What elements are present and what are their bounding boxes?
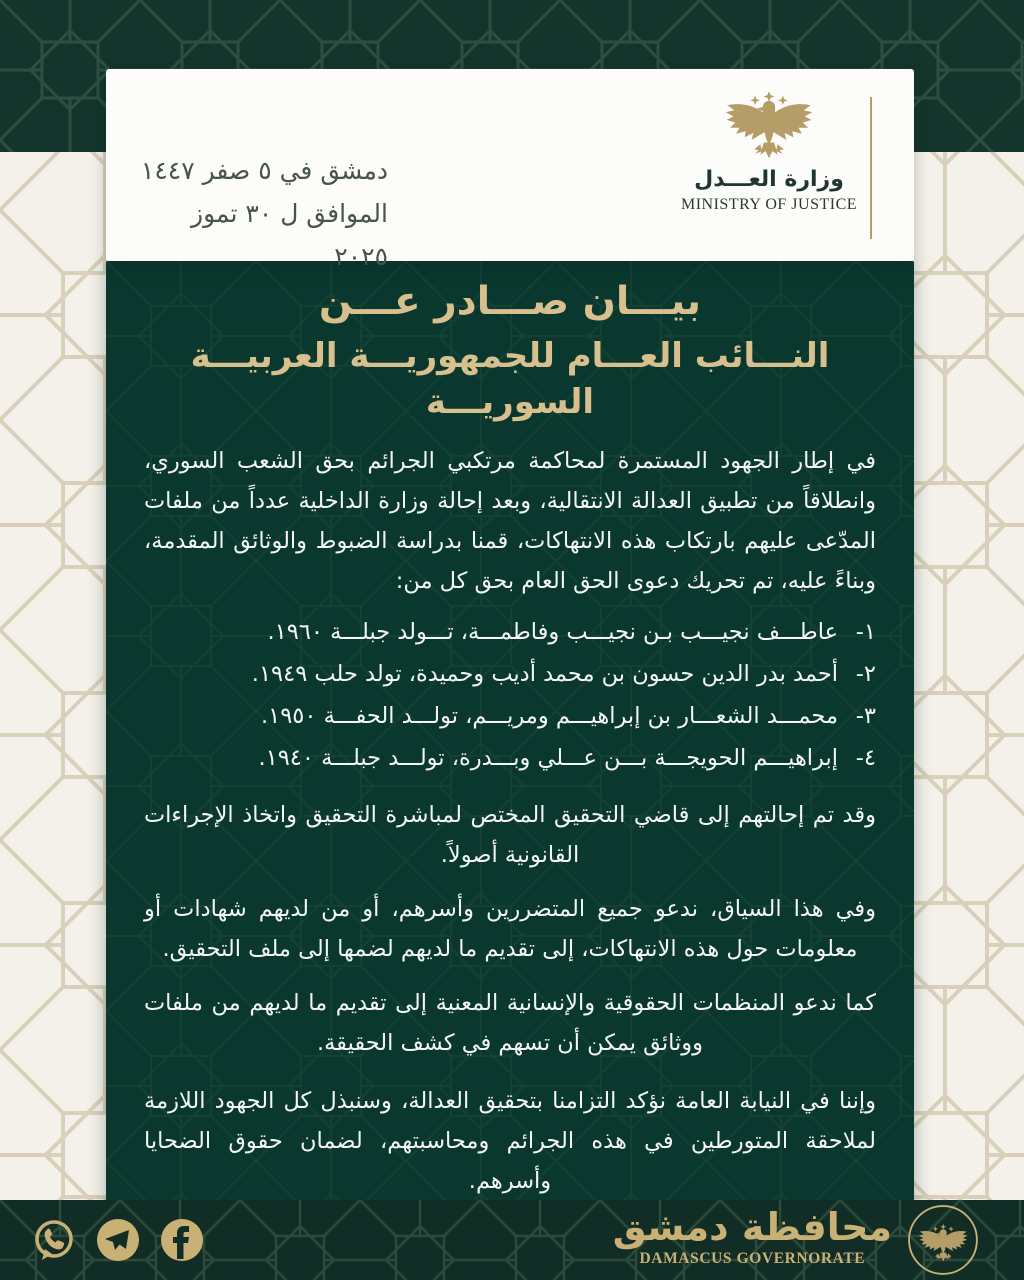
gregorian-date: الموافق ل ٣٠ تموز ٢٠٢٥ [191,199,388,271]
statement-paragraph-5: وإننا في النيابة العامة نؤكد التزامنا بتحقيق العدالة، وسنبذل كل الجهود اللازمة لملاحقة المتورطين في هذه الجرائم ومحاسبتهم، لضمان حقوق الضحايا وأسرهم. [144,1088,876,1194]
statement-card [106,261,914,1213]
list-item [144,737,876,779]
hijri-date: دمشق في ٥ صفر ١٤٤٧ [140,156,388,185]
statement-title-line1: بيـــان صـــادر عـــن [318,279,702,324]
list-number: ١- [855,619,876,645]
governorate-name-english: DAMASCUS GOVERNORATE [639,1250,866,1267]
defendant-name: أحمد بدر الدين حسون بن محمد أديب وحميدة، تولد حلب ١٩٤٩. [251,661,838,687]
statement-title-line2: النـــائب العـــام للجمهوريـــة العربيـــة السوريـــة [190,336,830,422]
list-item [144,653,876,695]
eagle-icon [717,87,821,165]
date-block [138,149,388,278]
ministry-name-arabic: وزارة العـــدل [694,167,844,192]
statement-paragraph-4: كما ندعو المنظمات الحقوقية والإنسانية المعنية إلى تقديم ما لديهم من ملفات ووثائق يمكن أن تسهم في كشف الحقيقة. [144,990,876,1056]
defendant-name: محمـــد الشعـــار بن إبراهيـــم ومريـــم، تولـــد الحفـــة ١٩٥٠. [260,703,838,729]
whatsapp-icon[interactable] [30,1216,78,1264]
social-icons [30,1216,206,1264]
facebook-icon[interactable] [158,1216,206,1264]
list-item [144,611,876,653]
ministry-name-english: MINISTRY OF JUSTICE [680,196,858,213]
statement-paragraph-1: في إطار الجهود المستمرة لمحاكمة مرتكبي الجرائم بحق الشعب السوري، وانطلاقاً من تطبيق العدالة الانتقالية، وبعد إحالة وزارة الداخلية عدداً من ملفات المدّعى عليهم بارتكاب هذه الانتهاكات، قمنا بدراسة الضبوط والوثائق المقدمة، وبناءً عليه، تم تحريك دعوى الحق العام بحق كل من: [144,448,876,594]
list-number: ٣- [855,703,876,729]
list-number: ٤- [855,745,876,771]
governorate-block [613,1204,892,1268]
defendant-name: إبراهيـــم الحويجـــة بـــن عـــلي وبـــدرة، تولـــد جبلـــة ١٩٤٠. [258,745,838,771]
gold-divider-line [870,97,872,239]
list-item [144,695,876,737]
statement-paragraph-3: وفي هذا السياق، ندعو جميع المتضررين وأسرهم، أو من لديهم شهادات أو معلومات حول هذه الانتهاكات، إلى تقديم ما لديهم لضمها إلى ملف التحقيق. [144,896,876,962]
defendants-list [144,611,876,779]
telegram-icon[interactable] [94,1216,142,1264]
statement-paragraph-2: وقد تم إحالتهم إلى قاضي التحقيق المختص لمباشرة التحقيق واتخاذ الإجراءات القانونية أصولاً. [144,802,876,868]
eagle-emblem [906,1203,980,1277]
ministry-logo [680,87,858,214]
header-card [106,69,914,271]
list-number: ٢- [855,661,876,687]
defendant-name: عاطـــف نجيـــب بـن نجيـــب وفاطمـــة، تـــولد جبلـــة ١٩٦٠. [267,619,838,645]
statement-body [106,261,914,1213]
footer-banner [0,1200,1024,1280]
governorate-name-arabic: محافظة دمشق [612,1205,892,1249]
